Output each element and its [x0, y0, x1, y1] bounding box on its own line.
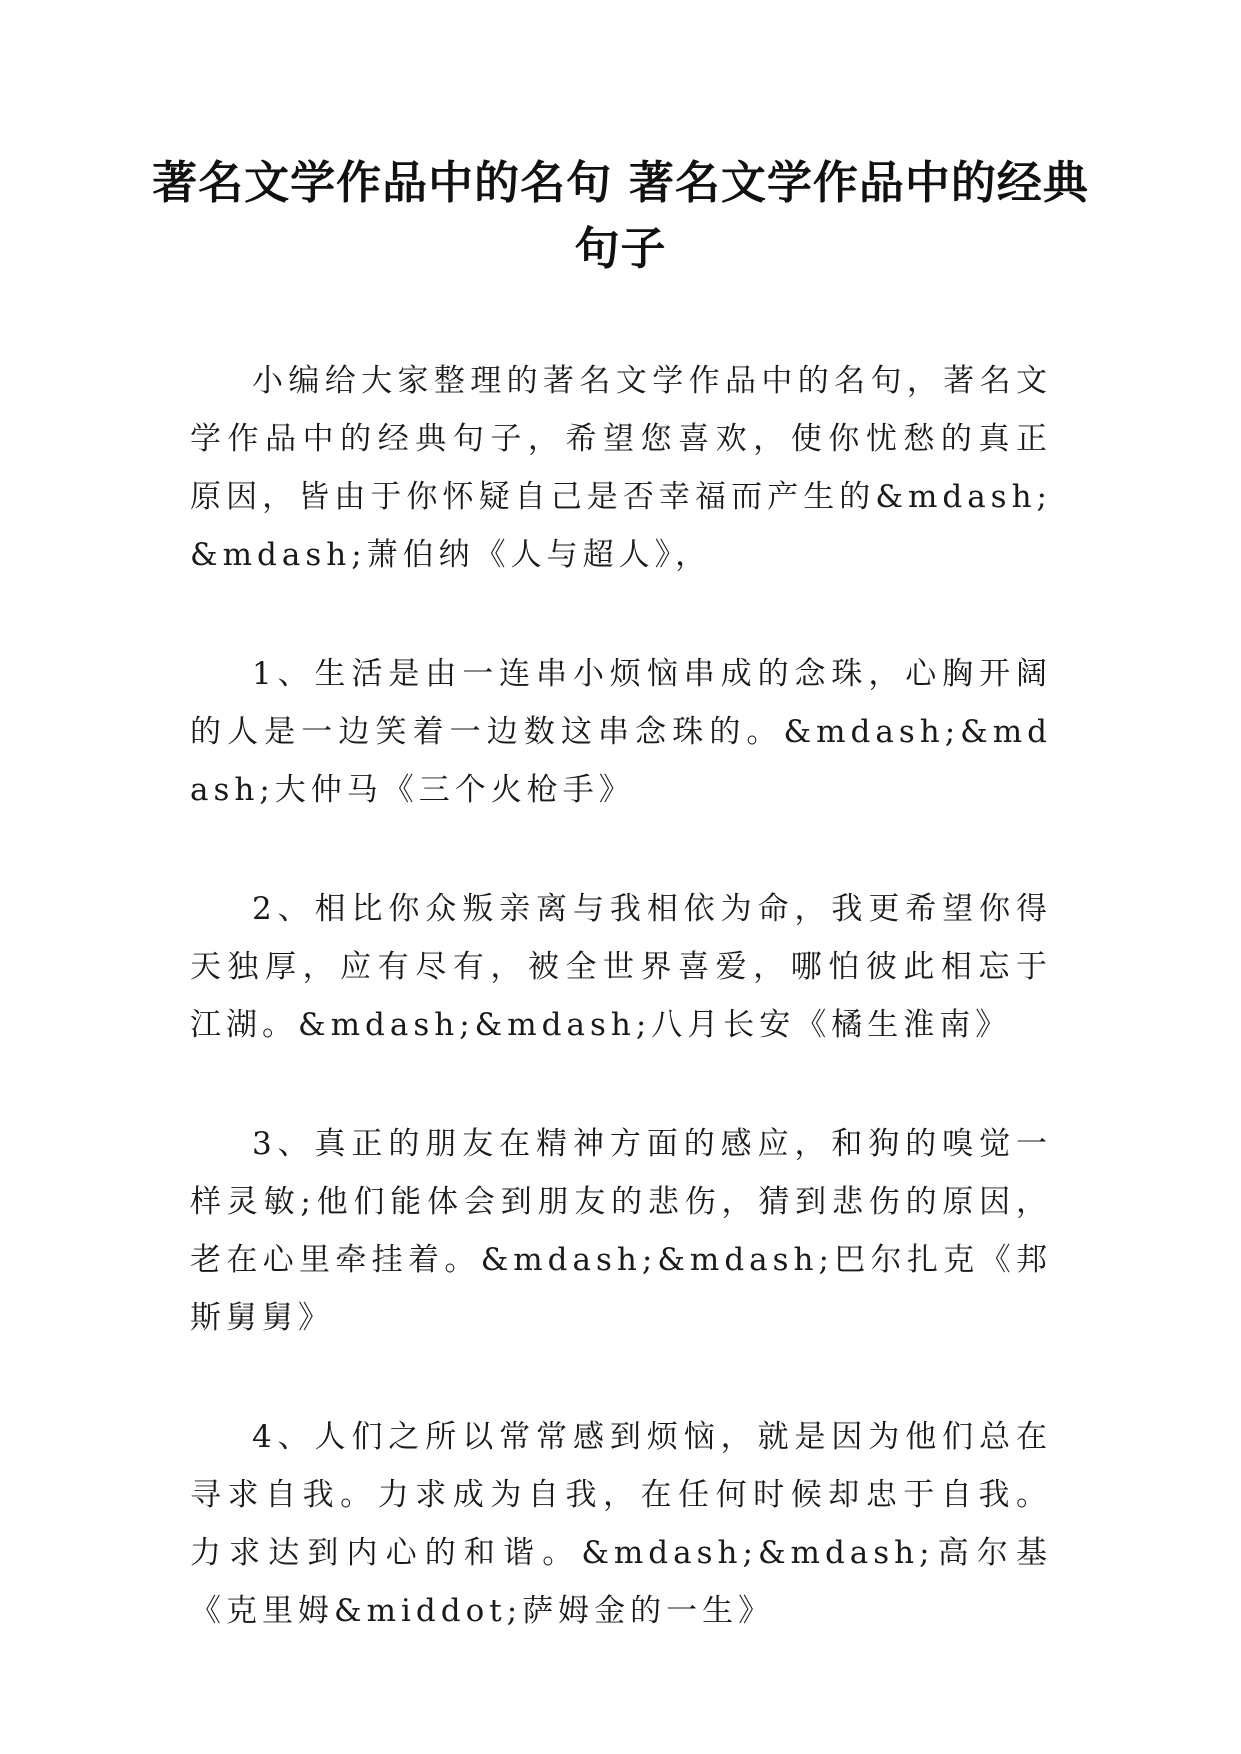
intro-paragraph: 小编给大家整理的著名文学作品中的名句，著名文学作品中的经典句子，希望您喜欢，使你忧愁的真正原因，皆由于你怀疑自己是否幸福而产生的&mdash;&mdash;萧伯纳《人与超人》， — [190, 363, 1052, 573]
page-title: 著名文学作品中的名句 著名文学作品中的经典句子 — [152, 156, 1089, 275]
quote-paragraph-4: 4、人们之所以常常感到烦恼，就是因为他们总在寻求自我。力求成为自我，在任何时候却忠于自我。力求达到内心的和谐。&mdash;&mdash;高尔基《克里姆&middot;萨姆金的一生》 — [190, 1419, 1052, 1629]
document-body — [190, 352, 1052, 1701]
quote-paragraph-2: 2、相比你众叛亲离与我相依为命，我更希望你得天独厚，应有尽有，被全世界喜爱，哪怕彼此相忘于江湖。&mdash;&mdash;八月长安《橘生淮南》 — [190, 891, 1052, 1043]
quote-paragraph-3: 3、真正的朋友在精神方面的感应，和狗的嗅觉一样灵敏;他们能体会到朋友的悲伤，猜到悲伤的原因，老在心里牵挂着。&mdash;&mdash;巴尔扎克《邦斯舅舅》 — [190, 1126, 1052, 1336]
quote-paragraph-1: 1、生活是由一连串小烦恼串成的念珠，心胸开阔的人是一边笑着一边数这串念珠的。&mdash;&mdash;大仲马《三个火枪手》 — [190, 656, 1052, 808]
